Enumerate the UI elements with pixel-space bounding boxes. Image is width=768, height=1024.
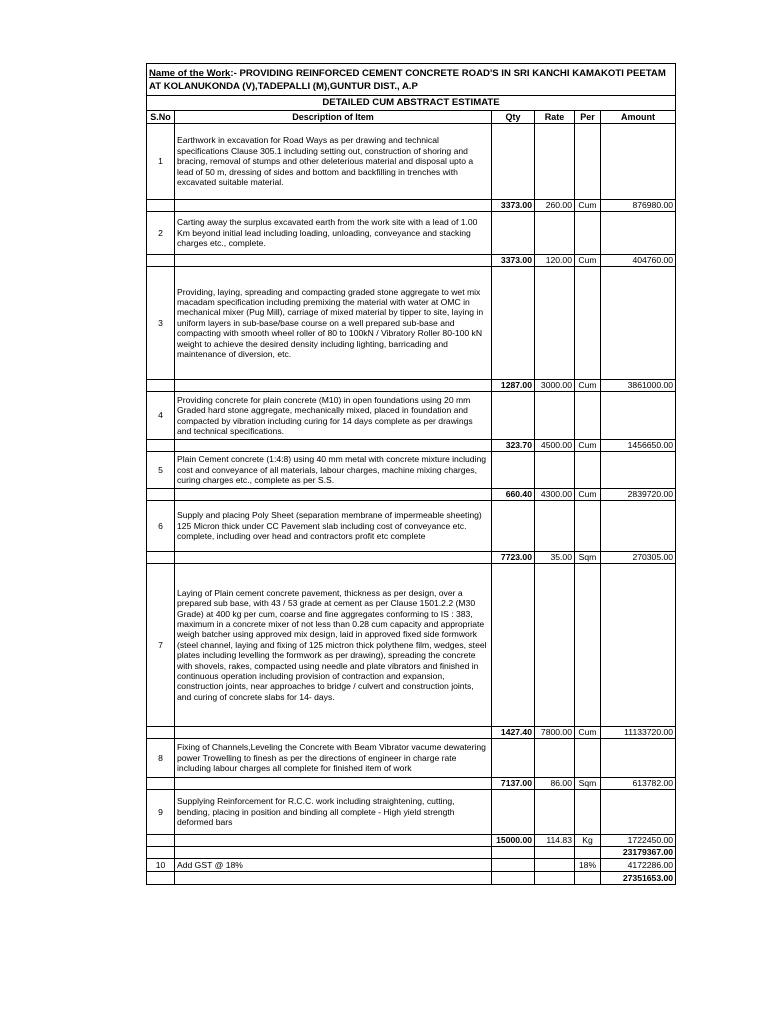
item-row [147, 267, 676, 380]
item-sno: 9 [147, 790, 175, 835]
item-sno: 3 [147, 267, 175, 380]
item-description: Providing, laying, spreading and compacting graded stone aggregate to wet mix macadam specification including premixing the material with water at OMC in mechanical mixer (Pug Mill), carriage of mixed material by tipper to site, laying in uniform layers in sub-base/base course on a well prepared sub-base and compacting with smooth wheel roller of 80 to 100kN / Vibratory Roller 80-100 kN weight to achieve the desired density including lighting, barricading and maintenance of diversion, etc. [175, 267, 492, 380]
estimate-title: DETAILED CUM ABSTRACT ESTIMATE [147, 96, 676, 111]
item-sno: 4 [147, 392, 175, 440]
item-rate: 7800.00 [535, 727, 575, 739]
item-description: Supplying Reinforcement for R.C.C. work including straightening, cutting, bending, placing in position and binding all complete - High yield strength deformed bars [175, 790, 492, 835]
grand-total-row [147, 872, 676, 885]
item-row [147, 124, 676, 200]
item-row [147, 501, 676, 552]
item-qty: 15000.00 [492, 835, 535, 847]
item-value-row [147, 440, 676, 452]
col-description: Description of Item [175, 111, 492, 124]
item-description: Plain Cement concrete (1:4:8) using 40 mm metal with concrete mixture including cost and conveyance of all materials, labour charges, machine mixing charges, curing charges etc., complete as per S.S. [175, 452, 492, 489]
item-value-row [147, 255, 676, 267]
item-qty: 1427.40 [492, 727, 535, 739]
work-name-label: Name of the Work [149, 67, 231, 79]
item-per: Sqm [575, 778, 601, 790]
subtotal-row [147, 847, 676, 859]
item-amount: 270305.00 [601, 552, 676, 564]
item-qty: 3373.00 [492, 200, 535, 212]
item-description: Earthwork in excavation for Road Ways as per drawing and technical specifications Clause 305.1 including setting out, construction of shoring and bracing, removal of stumps and other deleterious material and disposal upto a lead of 50 m, dressing of sides and bottom and backfilling in trenches with excavated suitable material. [175, 124, 492, 200]
subtotal-amount: 23179367.00 [601, 847, 676, 859]
item-value-row [147, 200, 676, 212]
item-qty: 323.70 [492, 440, 535, 452]
col-amount: Amount [601, 111, 676, 124]
item-description: Supply and placing Poly Sheet (separation membrane of impermeable sheeting) 125 Micron thick under CC Pavement slab including cost of conveyance etc. complete, including over head and contractors profit etc complete [175, 501, 492, 552]
gst-sno: 10 [147, 859, 175, 872]
item-rate: 3000.00 [535, 380, 575, 392]
item-qty: 3373.00 [492, 255, 535, 267]
item-description: Providing concrete for plain concrete (M10) in open foundations using 20 mm Graded hard stone aggregate, mechanically mixed, placed in foundation and compacted by vibration including curing for 14 days complete as per drawings and technical specifications. [175, 392, 492, 440]
item-qty: 1287.00 [492, 380, 535, 392]
estimate-table [146, 63, 676, 885]
item-sno: 2 [147, 212, 175, 255]
item-per: Cum [575, 727, 601, 739]
item-qty: 7723.00 [492, 552, 535, 564]
item-rate: 260.00 [535, 200, 575, 212]
item-rate: 120.00 [535, 255, 575, 267]
item-per: Cum [575, 489, 601, 501]
item-per: Cum [575, 440, 601, 452]
item-row [147, 212, 676, 255]
item-value-row [147, 835, 676, 847]
item-per: Cum [575, 200, 601, 212]
item-row [147, 564, 676, 727]
item-amount: 876980.00 [601, 200, 676, 212]
item-rate: 4300.00 [535, 489, 575, 501]
item-value-row [147, 778, 676, 790]
item-amount: 2839720.00 [601, 489, 676, 501]
col-sno: S.No [147, 111, 175, 124]
item-row [147, 452, 676, 489]
work-name-value: :- PROVIDING REINFORCED CEMENT CONCRETE ROAD'S IN SRI KANCHI KAMAKOTI PEETAM AT KOLANUKONDA (V),TADEPALLI (M),GUNTUR DIST., A.P [149, 67, 666, 92]
item-sno: 1 [147, 124, 175, 200]
item-amount: 613782.00 [601, 778, 676, 790]
item-rate: 114.83 [535, 835, 575, 847]
item-per: Cum [575, 255, 601, 267]
item-row [147, 392, 676, 440]
item-description: Laying of Plain cement concrete pavement, thickness as per design, over a prepared sub base, with 43 / 53 grade at cement as per Clause 1501.2.2 (M30 Grade) at 400 kg per cum, coarse and fine aggregates conforming to IS : 383, maximum in a concrete mixer of not less than 0.28 cum capacity and appropriate weigh batcher using approved mix design, laid in approved fixed side formwork (steel channel, laying and fixing of 125 mictron thick polythene film, wedges, steel plates including levelling the formwork as per drawing), spreading the concrete with shovels, rakes, compacted using needle and plate vibrators and finished in continuous operation including provision of contraction and expansion, construction joints, near approaches to bridge / culvert and construction joints, and curing of concrete slabs for 14- days. [175, 564, 492, 727]
col-rate: Rate [535, 111, 575, 124]
item-value-row [147, 489, 676, 501]
item-sno: 8 [147, 739, 175, 778]
item-amount: 1722450.00 [601, 835, 676, 847]
item-amount: 3861000.00 [601, 380, 676, 392]
item-qty: 660.40 [492, 489, 535, 501]
item-value-row [147, 552, 676, 564]
gst-description: Add GST @ 18% [175, 859, 492, 872]
item-description: Carting away the surplus excavated earth from the work site with a lead of 1.00 Km beyond initial lead including loading, unloading, conveyance and stacking charges etc., complete. [175, 212, 492, 255]
column-header-row [147, 111, 676, 124]
item-description: Fixing of Channels,Leveling the Concrete with Beam Vibrator vacume dewatering power Trowelling to finesh as per the directions of engineer in charge rate including labour charges all complete for finished item of work [175, 739, 492, 778]
item-sno: 6 [147, 501, 175, 552]
item-per: Sqm [575, 552, 601, 564]
item-sno: 5 [147, 452, 175, 489]
item-amount: 11133720.00 [601, 727, 676, 739]
grand-total-amount: 27351653.00 [601, 872, 676, 885]
gst-amount: 4172286.00 [601, 859, 676, 872]
item-per: Cum [575, 380, 601, 392]
col-per: Per [575, 111, 601, 124]
item-per: Kg [575, 835, 601, 847]
item-rate: 4500.00 [535, 440, 575, 452]
item-amount: 1456650.00 [601, 440, 676, 452]
work-name-header [147, 64, 676, 96]
item-qty: 7137.00 [492, 778, 535, 790]
gst-percent: 18% [575, 859, 601, 872]
item-value-row [147, 380, 676, 392]
item-rate: 86.00 [535, 778, 575, 790]
item-row [147, 739, 676, 778]
col-qty: Qty [492, 111, 535, 124]
item-sno: 7 [147, 564, 175, 727]
item-rate: 35.00 [535, 552, 575, 564]
item-amount: 404760.00 [601, 255, 676, 267]
gst-row [147, 859, 676, 872]
item-value-row [147, 727, 676, 739]
item-row [147, 790, 676, 835]
